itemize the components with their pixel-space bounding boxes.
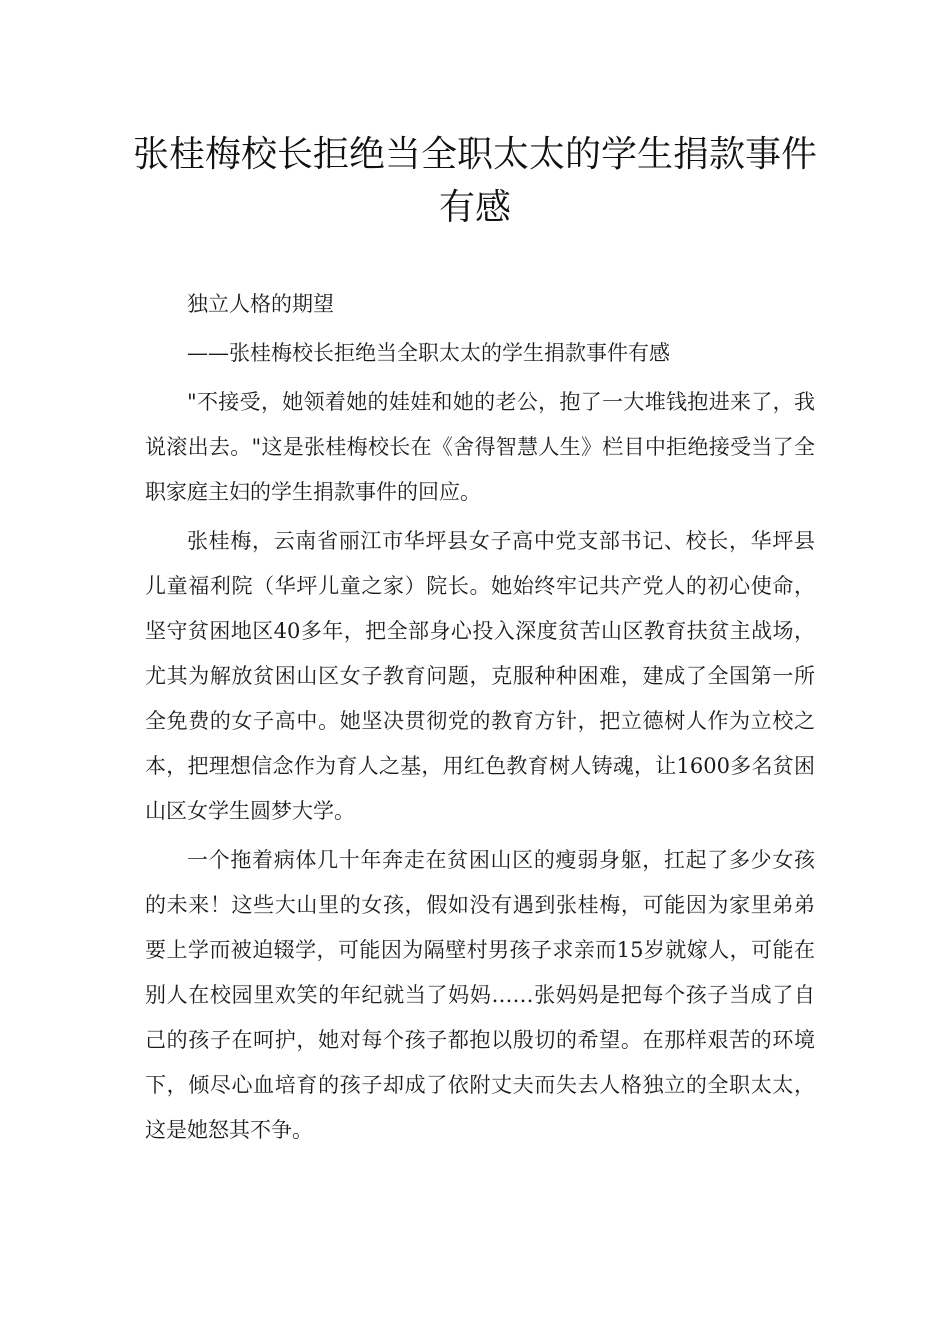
paragraph: 一个拖着病体几十年奔走在贫困山区的瘦弱身躯，扛起了多少女孩的未来！这些大山里的女孩，假如没有遇到张桂梅，可能因为家里弟弟要上学而被迫辍学，可能因为隔壁村男孩子求亲而15岁就嫁人，可能在别人在校园里欢笑的年纪就当了妈妈……张妈妈是把每个孩子当成了自己的孩子在呵护，她对每个孩子都抱以殷切的希望。在那样艰苦的环境下，倾尽心血培育的孩子却成了依附丈夫而失去人格独立的全职太太，这是她怒其不争。 — [145, 848, 815, 1142]
paragraph-heading: 独立人格的期望 — [187, 292, 334, 316]
paragraph-subtitle: ——张桂梅校长拒绝当全职太太的学生捐款事件有感 — [187, 341, 670, 365]
document-body — [145, 282, 815, 1157]
paragraph: 张桂梅，云南省丽江市华坪县女子高中党支部书记、校长，华坪县儿童福利院（华坪儿童之家）院长。她始终牢记共产党人的初心使命，坚守贫困地区40多年，把全部身心投入深度贫苦山区教育扶贫主战场，尤其为解放贫困山区女子教育问题，克服种种困难，建成了全国第一所全免费的女子高中。她坚决贯彻党的教育方针，把立德树人作为立校之本，把理想信念作为育人之基，用红色教育树人铸魂，让1600多名贫困山区女学生圆梦大学。 — [145, 529, 815, 823]
document-title: 张桂梅校长拒绝当全职太太的学生捐款事件有感 — [132, 134, 817, 228]
paragraph: "不接受，她领着她的娃娃和她的老公，抱了一大堆钱抱进来了，我说滚出去。"这是张桂梅校长在《舍得智慧人生》栏目中拒绝接受当了全职家庭主妇的学生捐款事件的回应。 — [145, 390, 815, 504]
